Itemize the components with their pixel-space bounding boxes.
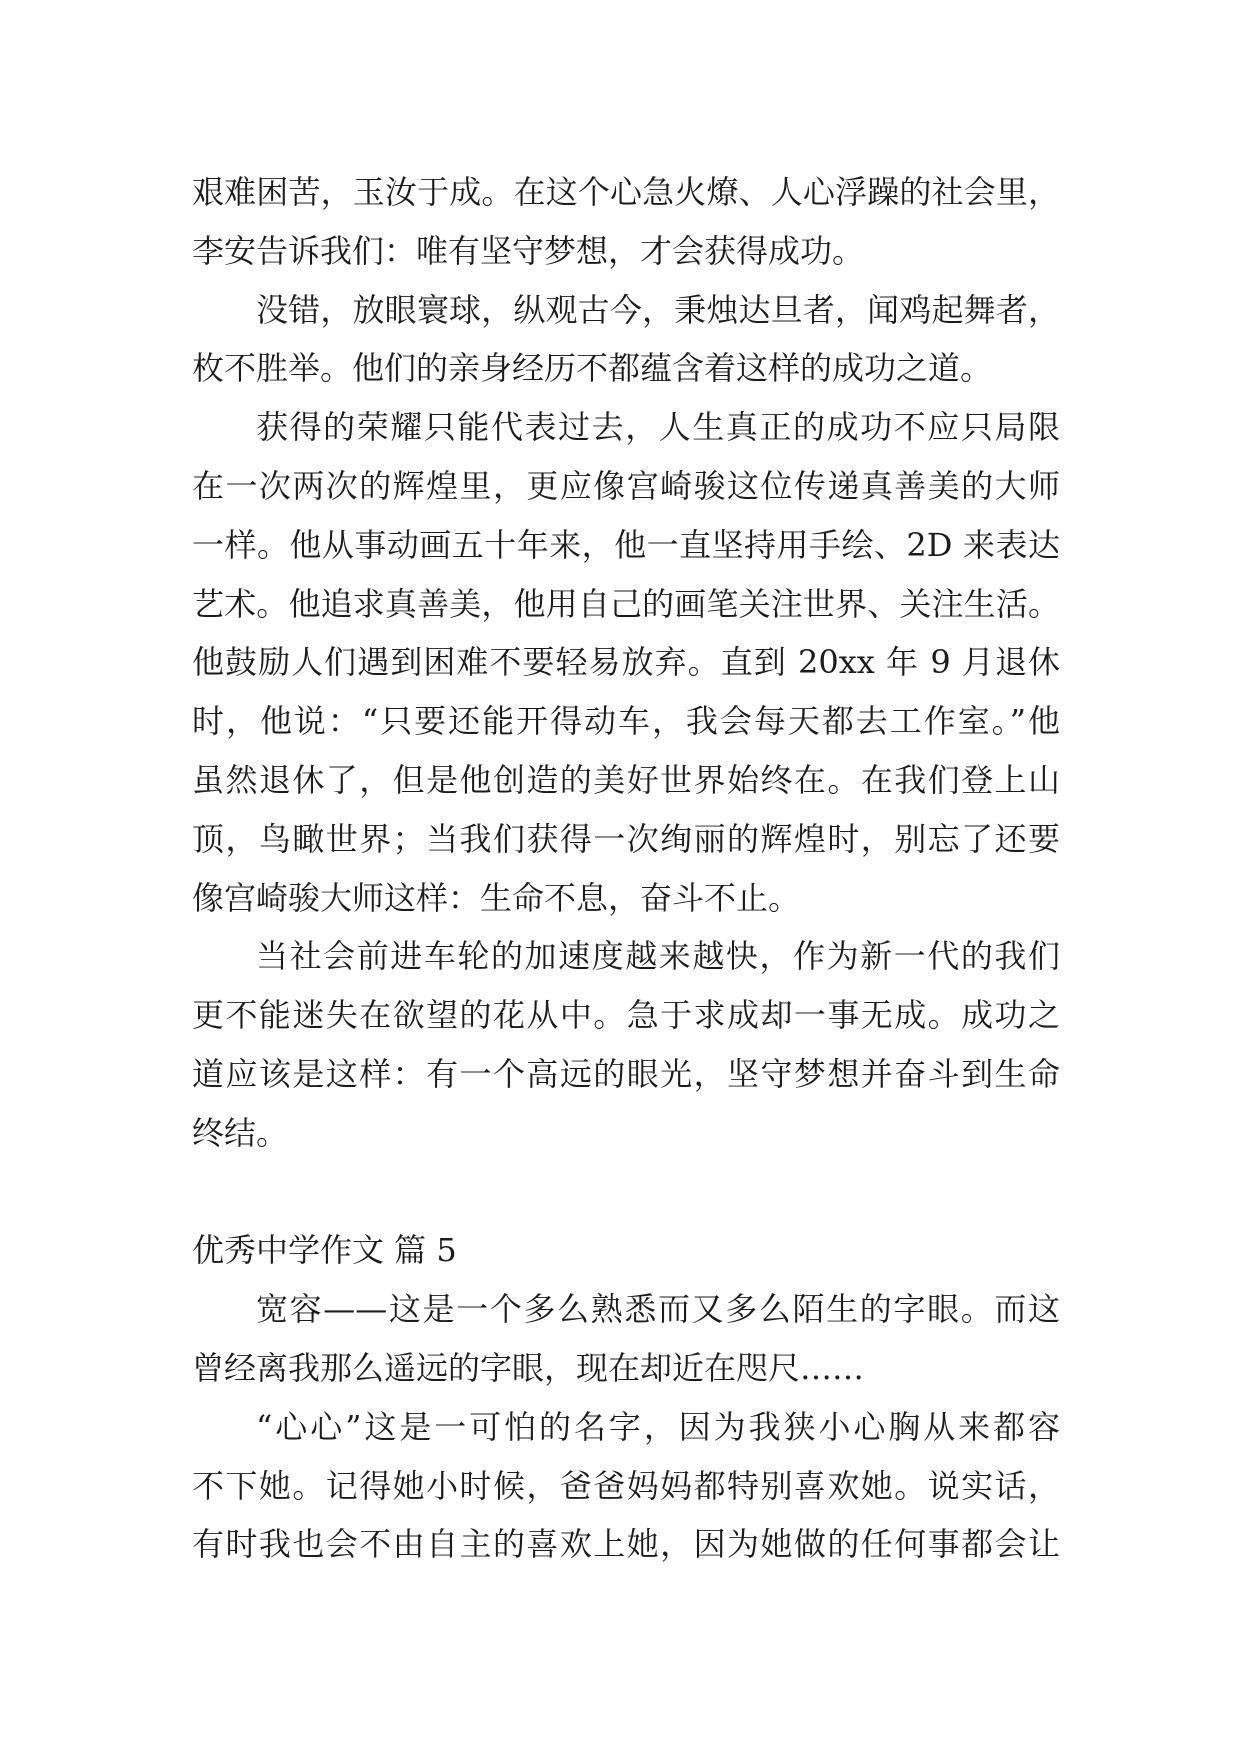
paragraph: [192, 927, 1060, 1162]
text-line: 艺术。他追求真善美，他用自己的画笔关注世界、关注生活。: [192, 584, 1060, 623]
text-line: 不下她。记得她小时候，爸爸妈妈都特别喜欢她。说实话，: [192, 1466, 1060, 1505]
paragraph: [192, 398, 1060, 927]
text-line: 枚不胜举。他们的亲身经历不都蕴含着这样的成功之道。: [192, 349, 993, 388]
text-line: 艰难困苦，玉汝于成。在这个心急火燎、人心浮躁的社会里，: [192, 173, 1060, 211]
text-line: 道应该是这样：有一个高远的眼光，坚守梦想并奋斗到生命: [192, 1054, 1060, 1093]
text-line: 宽容——这是一个多么熟悉而又多么陌生的字眼。而这: [256, 1290, 1060, 1329]
text-line: 在一次两次的辉煌里，更应像宫崎骏这位传递真善美的大师: [192, 466, 1060, 505]
paragraph: [192, 281, 1060, 399]
paragraph: [192, 1280, 1060, 1398]
text-line: 曾经离我那么遥远的字眼，现在却近在咫尺……: [192, 1348, 865, 1387]
text-line: 虽然退休了，但是他创造的美好世界始终在。在我们登上山: [192, 760, 1060, 799]
text-line: 一样。他从事动画五十年来，他一直坚持用手绘、2D 来表达: [192, 525, 1060, 564]
essay-section-5: [192, 1221, 1060, 1574]
paragraph: [192, 1398, 1060, 1574]
text-line: 当社会前进车轮的加速度越来越快，作为新一代的我们: [256, 937, 1060, 976]
document-body: [192, 163, 1060, 1574]
text-line: 获得的荣耀只能代表过去，人生真正的成功不应只局限: [256, 408, 1060, 447]
text-line: 李安告诉我们：唯有坚守梦想，才会获得成功。: [192, 231, 865, 270]
text-line: 顶，鸟瞰世界；当我们获得一次绚丽的辉煌时，别忘了还要: [192, 819, 1060, 858]
text-line: 更不能迷失在欲望的花从中。急于求成却一事无成。成功之: [192, 996, 1060, 1035]
text-line: 像宫崎骏大师这样：生命不息，奋斗不止。: [192, 878, 801, 917]
text-line: 终结。: [192, 1113, 289, 1152]
text-line: 时，他说：“只要还能开得动车，我会每天都去工作室。”他: [192, 702, 1060, 741]
text-line: 有时我也会不由自主的喜欢上她，因为她做的任何事都会让: [192, 1525, 1060, 1564]
paragraph: [192, 163, 1060, 281]
section-heading: 优秀中学作文 篇 5: [192, 1231, 457, 1270]
text-line: 他鼓励人们遇到困难不要轻易放弃。直到 20xx 年 9 月退休: [192, 643, 1060, 682]
text-line: 没错，放眼寰球，纵观古今，秉烛达旦者，闻鸡起舞者，: [256, 290, 1060, 329]
text-line: “心心”这是一可怕的名字，因为我狭小心胸从来都容: [256, 1407, 1060, 1446]
